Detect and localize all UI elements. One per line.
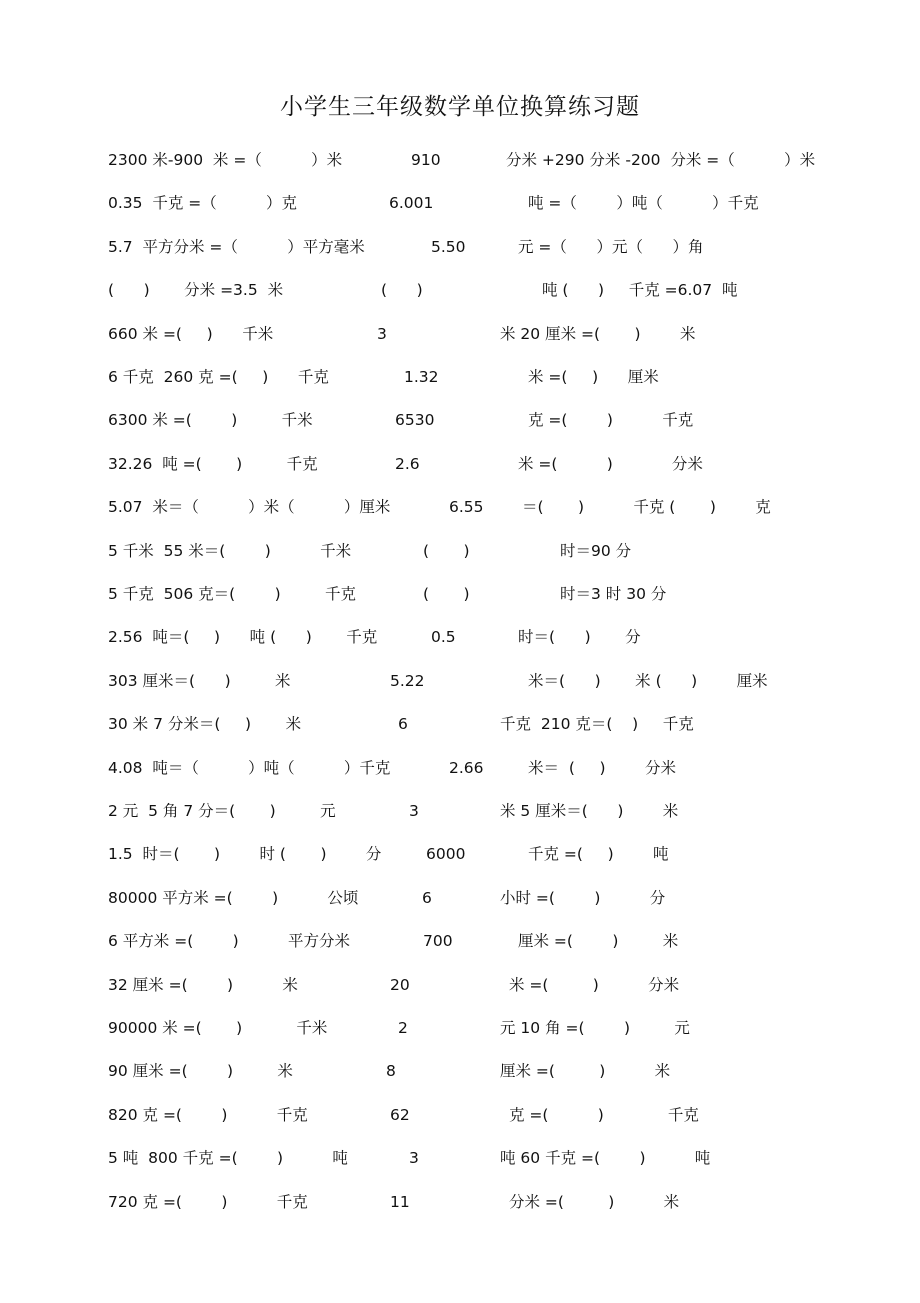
exercise-mid: 6000 — [426, 845, 466, 864]
exercise-left: 6 千克 260 克 =( ) 千克 — [108, 368, 329, 386]
exercise-row — [0, 842, 920, 866]
exercise-left: 5 吨 800 千克 =( ) 吨 — [108, 1149, 348, 1168]
exercise-left: 6300 米 =( ) 千米 — [108, 411, 313, 430]
exercise-right: 克 =( ) 千克 — [528, 411, 694, 430]
exercise-left: 5 千克 506 克＝( ) 千克 — [108, 585, 357, 603]
exercise-right: 米 =( ) 分米 — [518, 454, 703, 473]
exercise-mid: 6.001 — [389, 194, 434, 213]
exercise-mid: 700 — [423, 932, 453, 951]
exercise-row — [0, 1103, 920, 1127]
exercise-row — [0, 886, 920, 910]
exercise-mid: ( ) — [423, 541, 470, 560]
exercise-right: 米 =( ) 厘米 — [528, 368, 659, 386]
exercise-row — [0, 625, 920, 649]
exercise-right: 吨 =（ ）吨（ ）千克 — [528, 194, 759, 213]
exercise-left: 90 厘米 =( ) 米 — [108, 1062, 293, 1081]
exercise-left: 660 米 =( ) 千米 — [108, 324, 274, 343]
exercise-row — [0, 191, 920, 215]
exercise-left: 4.08 吨＝（ ）吨（ ）千克 — [108, 758, 391, 777]
exercise-right: 小时 =( ) 分 — [500, 888, 666, 907]
exercise-mid: 1.32 — [404, 368, 439, 386]
exercise-right: 元 10 角 =( ) 元 — [500, 1019, 690, 1037]
exercise-right: 千克 210 克＝( ) 千克 — [500, 715, 694, 734]
exercise-right: 分米 +290 分米 -200 分米 =（ ）米 — [506, 151, 816, 169]
exercise-left: 720 克 =( ) 千克 — [108, 1192, 308, 1211]
exercise-row — [0, 1190, 920, 1214]
exercise-mid: 0.5 — [431, 628, 456, 647]
exercise-row — [0, 929, 920, 953]
exercise-left: ( ) 分米 =3.5 米 — [108, 281, 284, 300]
exercise-right: 时＝90 分 — [560, 541, 632, 560]
exercise-row — [0, 1059, 920, 1083]
exercise-left: 6 平方米 =( ) 平方分米 — [108, 932, 350, 951]
exercise-row — [0, 365, 920, 389]
exercise-row — [0, 278, 920, 302]
exercise-mid: 11 — [390, 1192, 410, 1211]
exercise-left: 2.56 吨＝( ) 吨 ( ) 千克 — [108, 628, 378, 647]
exercise-left: 1.5 时＝( ) 时 ( ) 分 — [108, 845, 382, 864]
exercise-row — [0, 1146, 920, 1170]
exercise-right: 元 =（ ）元（ ）角 — [518, 237, 704, 256]
exercise-left: 820 克 =( ) 千克 — [108, 1105, 308, 1124]
exercise-left: 303 厘米＝( ) 米 — [108, 671, 291, 690]
exercise-row — [0, 1016, 920, 1040]
exercise-row — [0, 235, 920, 259]
exercise-mid: 62 — [390, 1105, 410, 1124]
exercise-mid: 6 — [398, 715, 408, 734]
exercise-mid: 20 — [390, 975, 410, 994]
exercise-right: 米＝ ( ) 分米 — [528, 758, 676, 777]
exercise-right: 时＝3 时 30 分 — [560, 585, 667, 603]
exercise-mid: 910 — [411, 151, 441, 169]
exercise-right: 时＝( ) 分 — [518, 628, 641, 647]
exercise-left: 0.35 千克 =（ ）克 — [108, 194, 298, 213]
exercise-left: 5.7 平方分米 =（ ）平方毫米 — [108, 237, 365, 256]
exercise-right: 吨 60 千克 =( ) 吨 — [500, 1149, 711, 1168]
exercise-mid: 3 — [409, 802, 419, 820]
exercise-row — [0, 452, 920, 476]
exercise-row — [0, 495, 920, 519]
exercise-left: 32.26 吨 =( ) 千克 — [108, 454, 318, 473]
exercise-left: 90000 米 =( ) 千米 — [108, 1019, 328, 1037]
exercise-right: 分米 =( ) 米 — [509, 1192, 680, 1211]
exercise-mid: 6530 — [395, 411, 435, 430]
exercise-mid: 2.66 — [449, 758, 484, 777]
exercise-right: 米＝( ) 米 ( ) 厘米 — [528, 671, 768, 690]
exercise-left: 32 厘米 =( ) 米 — [108, 975, 298, 994]
exercise-left: 30 米 7 分米＝( ) 米 — [108, 715, 302, 734]
exercise-row — [0, 148, 920, 172]
page-title: 小学生三年级数学单位换算练习题 — [280, 94, 640, 120]
exercise-row — [0, 756, 920, 780]
exercise-right: 米 5 厘米＝( ) 米 — [500, 802, 679, 820]
exercise-right: 厘米 =( ) 米 — [500, 1062, 671, 1081]
exercise-mid: 6 — [422, 888, 432, 907]
exercise-mid: 3 — [409, 1149, 419, 1168]
exercise-right: ＝( ) 千克 ( ) 克 — [522, 498, 771, 517]
exercise-row — [0, 322, 920, 346]
exercise-mid: 5.50 — [431, 237, 466, 256]
exercise-mid: ( ) — [381, 281, 423, 300]
exercise-right: 米 20 厘米 =( ) 米 — [500, 324, 696, 343]
exercise-right: 吨 ( ) 千克 =6.07 吨 — [542, 281, 738, 300]
exercise-row — [0, 408, 920, 432]
exercise-mid: 5.22 — [390, 671, 425, 690]
exercise-row — [0, 712, 920, 736]
exercise-mid: 2.6 — [395, 454, 420, 473]
exercise-left: 2 元 5 角 7 分＝( ) 元 — [108, 802, 336, 820]
exercise-right: 米 =( ) 分米 — [509, 975, 680, 994]
exercise-row — [0, 799, 920, 823]
exercise-row — [0, 669, 920, 693]
exercise-row — [0, 539, 920, 563]
exercise-left: 5 千米 55 米＝( ) 千米 — [108, 541, 352, 560]
exercise-left: 5.07 米＝（ ）米（ ）厘米 — [108, 498, 391, 517]
exercise-right: 克 =( ) 千克 — [509, 1105, 699, 1124]
exercise-right: 厘米 =( ) 米 — [518, 932, 679, 951]
exercise-row — [0, 973, 920, 997]
exercise-right: 千克 =( ) 吨 — [528, 845, 669, 864]
exercise-left: 80000 平方米 =( ) 公顷 — [108, 888, 359, 907]
exercise-mid: ( ) — [423, 585, 470, 603]
exercise-left: 2300 米-900 米 =（ ）米 — [108, 151, 343, 169]
exercise-mid: 6.55 — [449, 498, 484, 517]
exercise-mid: 2 — [398, 1019, 408, 1037]
exercise-mid: 8 — [386, 1062, 396, 1081]
exercise-mid: 3 — [377, 324, 387, 343]
exercise-row — [0, 582, 920, 606]
